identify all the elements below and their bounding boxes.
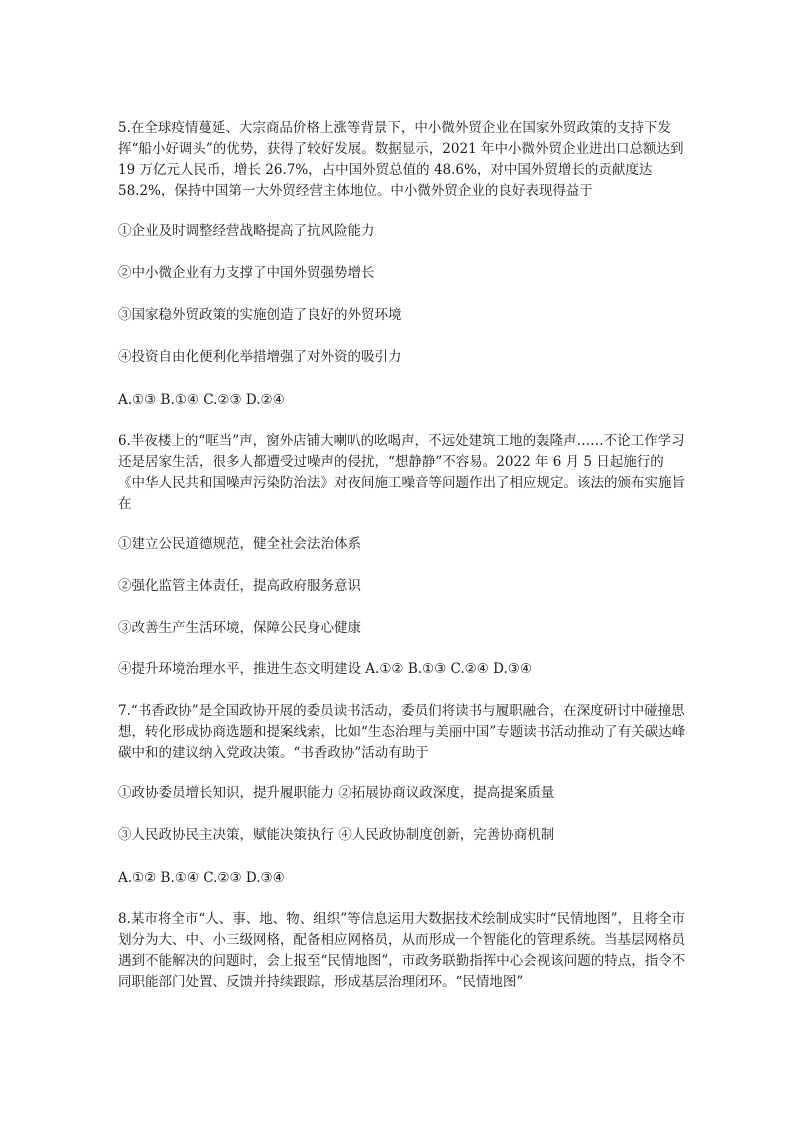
question-8-stem: 8.某市将全市“人、事、地、物、组织”等信息运用大数据技术绘制成实时“民情地图”，且将全市划分为大、中、小三级网格，配备相应网格员，从而形成一个智能化的管理系统。当基层网格员遇到不能解决的问题时，会上报至“民情地图”，市政务联勤指挥中心会视该问题的特点，指令不同职能部门处置、反馈并持续跟踪，形成基层治理闭环。“民情地图” [118,911,686,990]
question-5-answers: A.①③ B.①④ C.②③ D.②④ [118,392,285,408]
question-7-stem: 7.“书香政协”是全国政协开展的委员读书活动，委员们将读书与履职融合，在深度研讨中碰撞思想，转化形成协商选题和提案线索，比如“生态治理与美丽中国”专题读书活动推动了有关碳达峰碳中和的建议纳入党政决策。“书香政协”活动有助于 [118,703,686,761]
question-5-option-3: ③国家稳外贸政策的实施创造了良好的外贸环境 [118,307,402,323]
question-5-stem: 5.在全球疫情蔓延、大宗商品价格上涨等背景下，中小微外贸企业在国家外贸政策的支持下发挥“船小好调头”的优势，获得了较好发展。数据显示，2021 年中小微外贸企业进出口总额达到 19 万亿元人民币，增长 26.7%，占中国外贸总值的 48.6%，对中国外贸增长的贡献度达 58.2%，保持中国第一大外贸经营主体地位。中小微外贸企业的良好表现得益于 [118,120,684,199]
question-6-option-4-answers: ④提升环境治理水平，推进生态文明建设 A.①② B.①③ C.②④ D.③④ [118,661,533,677]
question-7-options-row-1: ①政协委员增长知识，提升履职能力 ②拓展协商议政深度，提高提案质量 [118,785,555,801]
question-7-answers: A.①② B.①④ C.②③ D.③④ [118,870,285,886]
question-6-option-3: ③改善生产生活环境，保障公民身心健康 [118,620,361,636]
question-6-stem: 6.半夜楼上的“哐当”声，窗外店铺大喇叭的吆喝声，不远处建筑工地的轰隆声……不论工作学习还是居家生活，很多人都遭受过噪声的侵扰，“想静静”不容易。2022 年 6 月 5 日起施行的《中华人民共和国噪声污染防治法》对夜间施工噪音等问题作出了相应规定。该法的颁布实施旨在 [118,433,685,512]
question-5-option-2: ②中小微企业有力支撑了中国外贸强势增长 [118,265,375,281]
question-7-options-row-2: ③人民政协民主决策，赋能决策执行 ④人民政协制度创新，完善协商机制 [118,827,555,843]
question-5-option-1: ①企业及时调整经营战略提高了抗风险能力 [118,223,375,239]
question-6-option-2: ②强化监管主体责任，提高政府服务意识 [118,578,361,594]
question-5-option-4: ④投资自由化便利化举措增强了对外资的吸引力 [118,349,402,365]
question-6-option-1: ①建立公民道德规范，健全社会法治体系 [118,536,361,552]
